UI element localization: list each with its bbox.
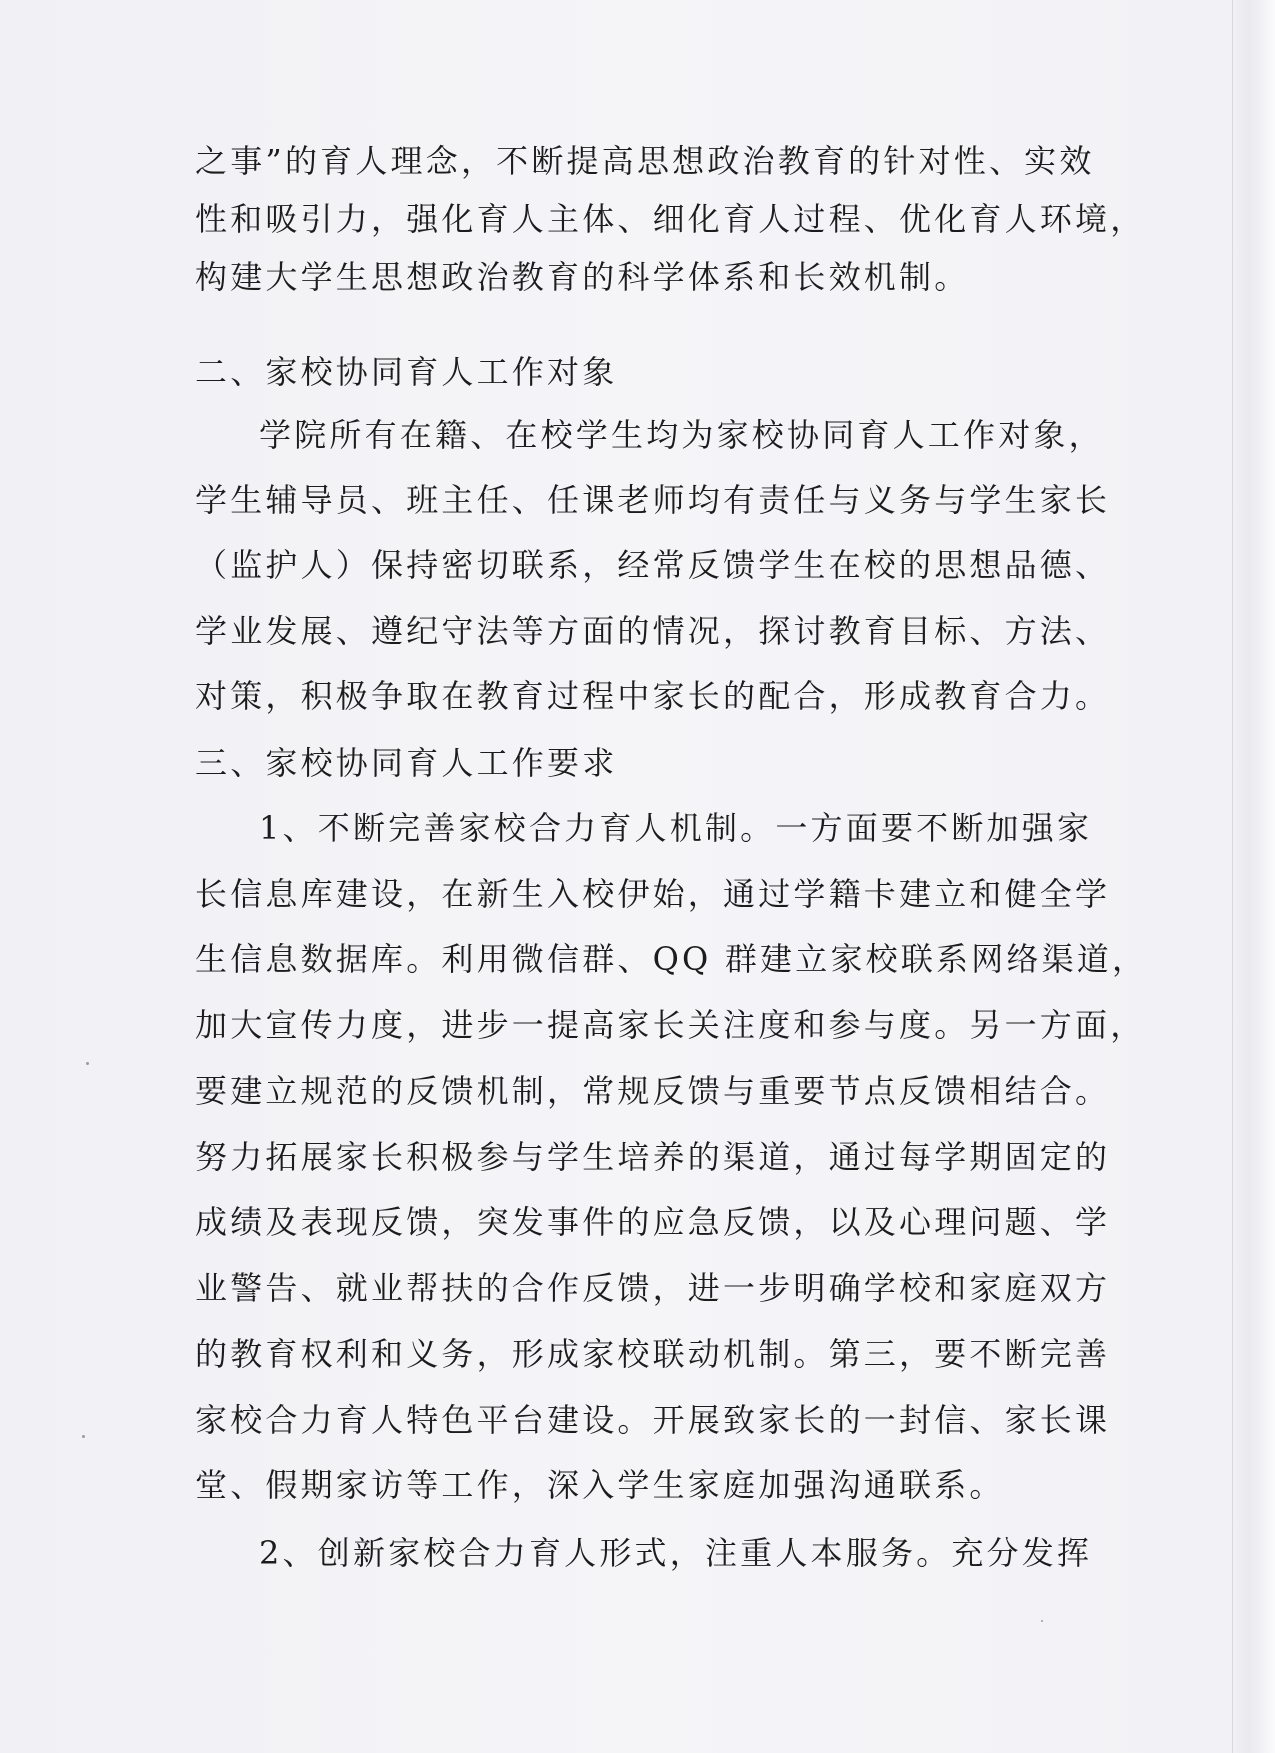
scan-edge-line [1232,0,1233,1753]
paragraph-3-line-2: 长信息库建设，在新生入校伊始，通过学籍卡建立和健全学 [195,875,1111,913]
paragraph-2-line-2: 学生辅导员、班主任、任课老师均有责任与义务与学生家长 [195,481,1111,519]
scan-edge-shadow [1231,0,1275,1753]
body-line-1: 之事”的育人理念，不断提高思想政治教育的针对性、实效 [195,142,1095,180]
body-line-2: 性和吸引力，强化育人主体、细化育人过程、优化育人环境， [195,200,1146,238]
paragraph-3-line-9: 的教育权利和义务，形成家校联动机制。第三，要不断完善 [195,1335,1111,1373]
paragraph-2-line-4: 学业发展、遵纪守法等方面的情况，探讨教育目标、方法、 [195,612,1111,650]
paragraph-3-line-5: 要建立规范的反馈机制，常规反馈与重要节点反馈相结合。 [195,1072,1111,1110]
scan-speck [1041,1620,1043,1622]
paragraph-3-line-6: 努力拓展家长积极参与学生培养的渠道，通过每学期固定的 [195,1138,1111,1176]
body-line-3: 构建大学生思想政治教育的科学体系和长效机制。 [195,258,970,296]
paragraph-3-line-1: 1、不断完善家校合力育人机制。一方面要不断加强家 [259,809,1093,847]
paragraph-4-line-1: 2、创新家校合力育人形式，注重人本服务。充分发挥 [259,1534,1093,1572]
paragraph-3-line-10: 家校合力育人特色平台建设。开展致家长的一封信、家长课 [195,1401,1111,1439]
paragraph-3-line-3: 生信息数据库。利用微信群、QQ 群建立家校联系网络渠道， [195,940,1148,978]
paragraph-3-line-8: 业警告、就业帮扶的合作反馈，进一步明确学校和家庭双方 [195,1269,1111,1307]
paragraph-3-line-4: 加大宣传力度，进步一提高家长关注度和参与度。另一方面， [195,1006,1146,1044]
paragraph-3-line-11: 堂、假期家访等工作，深入学生家庭加强沟通联系。 [195,1466,1005,1504]
section-heading-3: 三、家校协同育人工作要求 [195,744,618,782]
paragraph-2-line-1: 学院所有在籍、在校学生均为家校协同育人工作对象， [259,416,1104,454]
scan-speck [82,1435,85,1438]
paragraph-3-line-7: 成绩及表现反馈，突发事件的应急反馈，以及心理问题、学 [195,1203,1111,1241]
scan-speck [86,1062,89,1065]
section-heading-2: 二、家校协同育人工作对象 [195,353,618,391]
paragraph-2-line-5: 对策，积极争取在教育过程中家长的配合，形成教育合力。 [195,677,1111,715]
paragraph-2-line-3: （监护人）保持密切联系，经常反馈学生在校的思想品德、 [195,546,1111,584]
